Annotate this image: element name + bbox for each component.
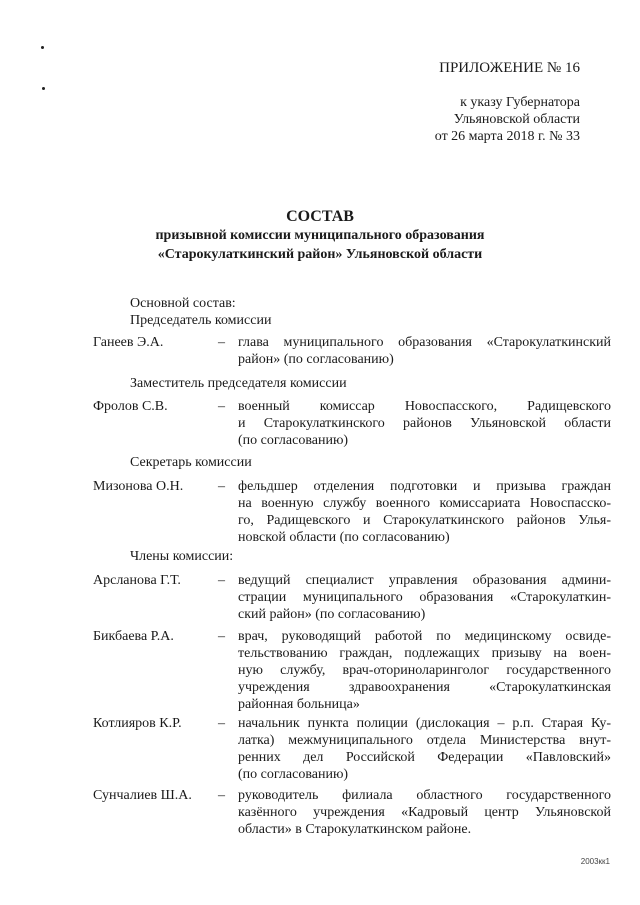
scan-mark <box>42 87 45 90</box>
section-heading-main: Основной состав: <box>130 296 236 311</box>
person-role: фельдшер отделения подготовки и призыва граждан на военную службу военного комиссариата Новоспасско- го, Радищевского и Старокулаткинского районов Улья- новской области (по согласованию) <box>238 479 611 545</box>
dash: – <box>218 629 225 644</box>
person-name: Котлияров К.Р. <box>93 716 182 731</box>
person-name: Ганеев Э.А. <box>93 335 164 350</box>
decree-line: Ульяновской области <box>453 112 580 127</box>
section-heading-secretary: Секретарь комиссии <box>130 455 252 470</box>
document-subtitle: призывной комиссии муниципального образования <box>155 228 485 243</box>
dash: – <box>218 479 225 494</box>
section-heading-deputy: Заместитель председателя комиссии <box>130 376 347 391</box>
person-role: руководитель филиала областного государственного казённого учреждения «Кадровый центр Ульяновской области» в Старокулаткинском районе. <box>238 788 611 837</box>
document-title: СОСТАВ <box>286 208 354 225</box>
dash: – <box>218 335 225 350</box>
section-heading-chair: Председатель комиссии <box>130 313 272 328</box>
document-subtitle: «Старокулаткинский район» Ульяновской области <box>157 247 483 262</box>
person-name: Мизонова О.Н. <box>93 479 184 494</box>
person-role: начальник пункта полиции (дислокация – р.п. Старая Ку- латка) межмуниципального отдела Министерства внут- ренних дел Российской Федерации «Павловский» (по согласованию) <box>238 716 611 782</box>
person-name: Бикбаева Р.А. <box>93 629 174 644</box>
section-heading-members: Члены комиссии: <box>130 549 234 564</box>
decree-line: от 26 марта 2018 г. № 33 <box>434 129 580 144</box>
dash: – <box>218 788 225 803</box>
person-role: врач, руководящий работой по медицинскому освиде- тельствованию граждан, подлежащих призыву на воен- ную службу, врач-оториноларинголог государственного учреждения здравоохранения «Старокулаткинская районная больница» <box>238 629 611 712</box>
person-name: Арсланова Г.Т. <box>93 573 181 588</box>
decree-reference <box>435 94 580 145</box>
dash: – <box>218 573 225 588</box>
appendix-number: ПРИЛОЖЕНИЕ № 16 <box>439 60 580 76</box>
person-name: Сунчалиев Ш.А. <box>93 788 192 803</box>
scan-mark <box>41 46 44 49</box>
person-role: глава муниципального образования «Старокулаткинский район» (по согласованию) <box>238 335 611 367</box>
decree-line: к указу Губернатора <box>460 95 580 110</box>
dash: – <box>218 716 225 731</box>
person-role: ведущий специалист управления образования админи- страции муниципального образования «Старокулаткин- ский район» (по согласованию) <box>238 573 611 622</box>
dash: – <box>218 399 225 414</box>
document-code: 2003кк1 <box>580 857 610 866</box>
person-role: военный комиссар Новоспасского, Радищевского и Старокулаткинского районов Ульяновской области (по согласованию) <box>238 399 611 448</box>
person-name: Фролов С.В. <box>93 399 168 414</box>
